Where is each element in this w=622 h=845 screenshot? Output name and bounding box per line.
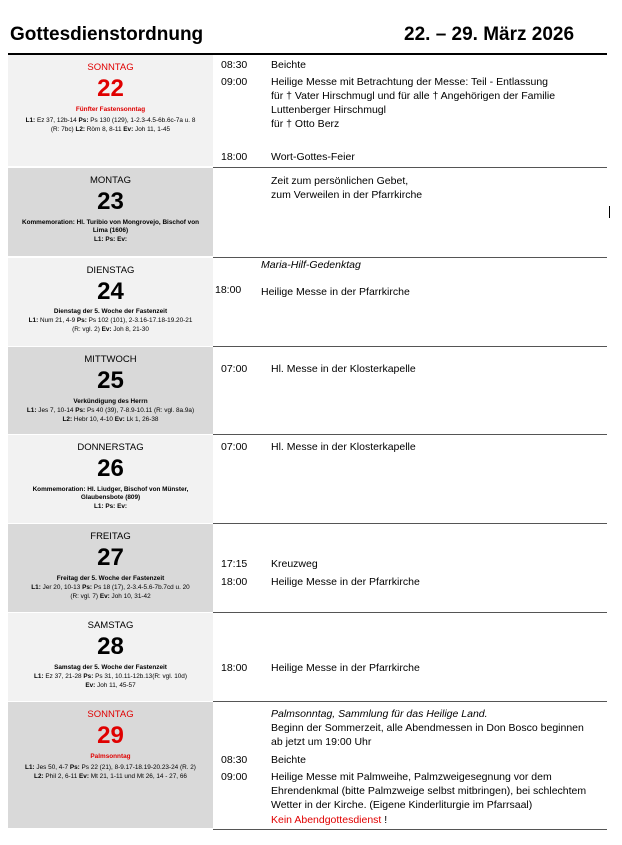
entry-text xyxy=(271,753,601,767)
entry-time: 18:00 xyxy=(221,151,248,163)
day-number: 28 xyxy=(97,633,124,660)
entry-line: zum Verweilen in der Pfarrkirche xyxy=(271,189,423,201)
weekday-label: SONNTAG xyxy=(87,62,134,73)
entry-line: Hl. Messe in der Klosterkapelle xyxy=(271,441,416,453)
weekday-label: SAMSTAG xyxy=(87,620,134,631)
reading-line: L1: Jes 50, 4-7 Ps: Ps 22 (21), 8-9.17-18.19-20.23-24 (R. 2) xyxy=(25,764,196,771)
summer-time-note xyxy=(271,721,601,749)
day-number: 24 xyxy=(97,278,124,305)
day-box-thursday-26 xyxy=(8,435,213,523)
exclamation: ! xyxy=(381,814,388,826)
entry-line: Heilige Messe mit Betrachtung der Messe: Teil - Entlassung xyxy=(271,76,549,88)
weekday-label: FREITAG xyxy=(90,531,131,542)
liturgical-day: Palmsonntag xyxy=(90,753,131,760)
reading-line: L1: Jes 7, 10-14 Ps: Ps 40 (39), 7-8.9-10.11 (R: vgl. 8a.9a) xyxy=(26,407,195,414)
day-box-sunday-22 xyxy=(8,55,213,166)
entry-text xyxy=(271,150,601,164)
no-evening-service xyxy=(271,813,601,827)
day-box-tuesday-24 xyxy=(8,258,213,346)
entry-text xyxy=(271,661,601,675)
day-number: 22 xyxy=(97,75,124,102)
entry-time: 18:00 xyxy=(215,284,242,296)
readings xyxy=(8,764,213,781)
entry-line: für † Vater Hirschmugl und für alle † Angehörigen der Familie xyxy=(271,90,556,102)
entry-line: Wetter in der Kirche. (Eigene Kinderliturgie im Pfarrsaal) xyxy=(271,799,533,811)
day-number: 25 xyxy=(97,367,124,394)
liturgical-day: Samstag der 5. Woche der Fastenzeit xyxy=(54,664,167,671)
liturgical-day: Freitag der 5. Woche der Fastenzeit xyxy=(56,575,165,582)
reading-line: (R: 7bc) L2: Röm 8, 8-11 Ev: Joh 11, 1-45 xyxy=(50,125,171,133)
intro-line: ab jetzt um 19:00 Uhr xyxy=(271,736,372,748)
row-divider xyxy=(213,612,607,613)
reading-line: L1: Jer 20, 10-13 Ps: Ps 18 (17), 2-3.4-5.6-7b.7cd u. 20 xyxy=(31,584,190,591)
entry-text xyxy=(271,75,601,131)
entry-time: 09:00 xyxy=(221,771,248,783)
entry-text xyxy=(271,440,601,454)
day-box-wednesday-25 xyxy=(8,347,213,434)
row-divider xyxy=(213,167,607,168)
entry-line: Kreuzweg xyxy=(271,558,318,570)
entry-line: Beichte xyxy=(271,59,307,71)
entry-line: Heilige Messe in der Pfarrkirche xyxy=(271,576,420,588)
entry-time: 07:00 xyxy=(221,441,248,453)
readings xyxy=(8,117,213,134)
entry-text xyxy=(271,575,601,589)
readings xyxy=(8,584,213,601)
entry-line: Wort-Gottes-Feier xyxy=(271,151,355,163)
reading-line: L1: Num 21, 4-9 Ps: Ps 102 (101), 2-3.16-17.18-19.20-21 xyxy=(28,317,193,324)
entry-line: Luttenberger Hirschmugl xyxy=(271,104,386,116)
row-divider xyxy=(213,434,607,435)
day-number: 26 xyxy=(97,455,124,482)
row-divider xyxy=(213,829,607,830)
entry-line: Heilige Messe mit Palmweihe, Palmzweigesegnung vor dem xyxy=(271,771,552,783)
weekday-label: MITTWOCH xyxy=(84,354,137,365)
entry-time: 07:00 xyxy=(221,363,248,375)
entry-text xyxy=(271,362,601,376)
liturgical-day: Fünfter Fastensonntag xyxy=(75,106,146,113)
memorial-note: Maria-Hilf-Gedenktag xyxy=(261,259,361,271)
entry-line: Zeit zum persönlichen Gebet, xyxy=(271,175,409,187)
row-divider xyxy=(213,346,607,347)
entry-time: 08:30 xyxy=(221,754,248,766)
entry-text xyxy=(271,770,601,812)
reading-line: L1: Ps: Ev: xyxy=(93,236,128,243)
entry-text xyxy=(261,285,591,299)
reading-line: L1: Ps: Ev: xyxy=(93,503,128,510)
text-cursor xyxy=(609,206,610,218)
page-title: Gottesdienstordnung xyxy=(10,24,204,45)
liturgical-day: Kommemoration: Hl. Turibio von Mongrovejo, Bischof von Lima (1606) xyxy=(21,219,200,234)
entry-time: 17:15 xyxy=(221,558,248,570)
collection-note: Palmsonntag, Sammlung für das Heilige Land. xyxy=(271,708,488,720)
readings xyxy=(8,236,213,245)
entry-text xyxy=(271,58,601,72)
day-box-sunday-29 xyxy=(8,702,213,828)
row-divider xyxy=(213,523,607,524)
entry-text xyxy=(271,557,601,571)
reading-line: (R: vgl. 2) Ev: Joh 8, 21-30 xyxy=(72,325,149,333)
entry-line: Ehrendenkmal (bitte Palmzweige selbst mitbringen), bei schlechtem xyxy=(271,785,587,797)
day-number: 29 xyxy=(97,722,124,749)
entry-line: für † Otto Berz xyxy=(271,118,340,130)
reading-line: L1: Ez 37, 12b-14 Ps: Ps 130 (129), 1-2.3-4.5-6b.6c-7a u. 8 xyxy=(25,117,196,124)
reading-line: L1: Ez 37, 21-28 Ps: Ps 31, 10.11-12b.13(R: vgl. 10d) xyxy=(33,673,187,680)
readings xyxy=(8,317,213,334)
entry-line: Heilige Messe in der Pfarrkirche xyxy=(261,286,410,298)
entry-time: 18:00 xyxy=(221,576,248,588)
weekday-label: SONNTAG xyxy=(87,709,134,720)
entry-time: 08:30 xyxy=(221,59,248,71)
reading-line: (R: vgl. 7) Ev: Joh 10, 31-42 xyxy=(70,592,151,600)
no-evening-service-label: Kein Abendgottesdienst xyxy=(271,814,382,826)
entry-text xyxy=(271,174,601,202)
date-range: 22. – 29. März 2026 xyxy=(404,24,575,45)
day-box-saturday-28 xyxy=(8,613,213,701)
weekday-label: MONTAG xyxy=(90,175,131,186)
entry-time: 18:00 xyxy=(221,662,248,674)
intro-line: Beginn der Sommerzeit, alle Abendmessen in Don Bosco beginnen xyxy=(271,722,584,734)
readings xyxy=(8,673,213,690)
liturgical-day: Dienstag der 5. Woche der Fastenzeit xyxy=(53,308,168,315)
entry-line: Beichte xyxy=(271,754,307,766)
liturgical-day: Verkündigung des Herrn xyxy=(73,398,148,405)
weekday-label: DIENSTAG xyxy=(86,265,135,276)
reading-line: L2: Phil 2, 6-11 Ev: Mt 21, 1-11 und Mt 26, 14 - 27, 66 xyxy=(34,772,187,780)
readings xyxy=(8,503,213,512)
row-divider xyxy=(213,701,607,702)
weekday-label: DONNERSTAG xyxy=(77,442,144,453)
day-number: 23 xyxy=(97,188,124,215)
day-box-monday-23 xyxy=(8,168,213,256)
reading-line: L2: Hebr 10, 4-10 Ev: Lk 1, 26-38 xyxy=(62,415,159,423)
day-box-friday-27 xyxy=(8,524,213,612)
liturgical-day: Kommemoration: Hl. Liudger, Bischof von Münster, Glaubensbote (809) xyxy=(32,486,189,501)
entry-line: Heilige Messe in der Pfarrkirche xyxy=(271,662,420,674)
day-number: 27 xyxy=(97,544,124,571)
entry-line: Hl. Messe in der Klosterkapelle xyxy=(271,363,416,375)
readings xyxy=(8,407,213,424)
entry-time: 09:00 xyxy=(221,76,248,88)
reading-line: Ev: Joh 11, 45-57 xyxy=(85,681,136,689)
